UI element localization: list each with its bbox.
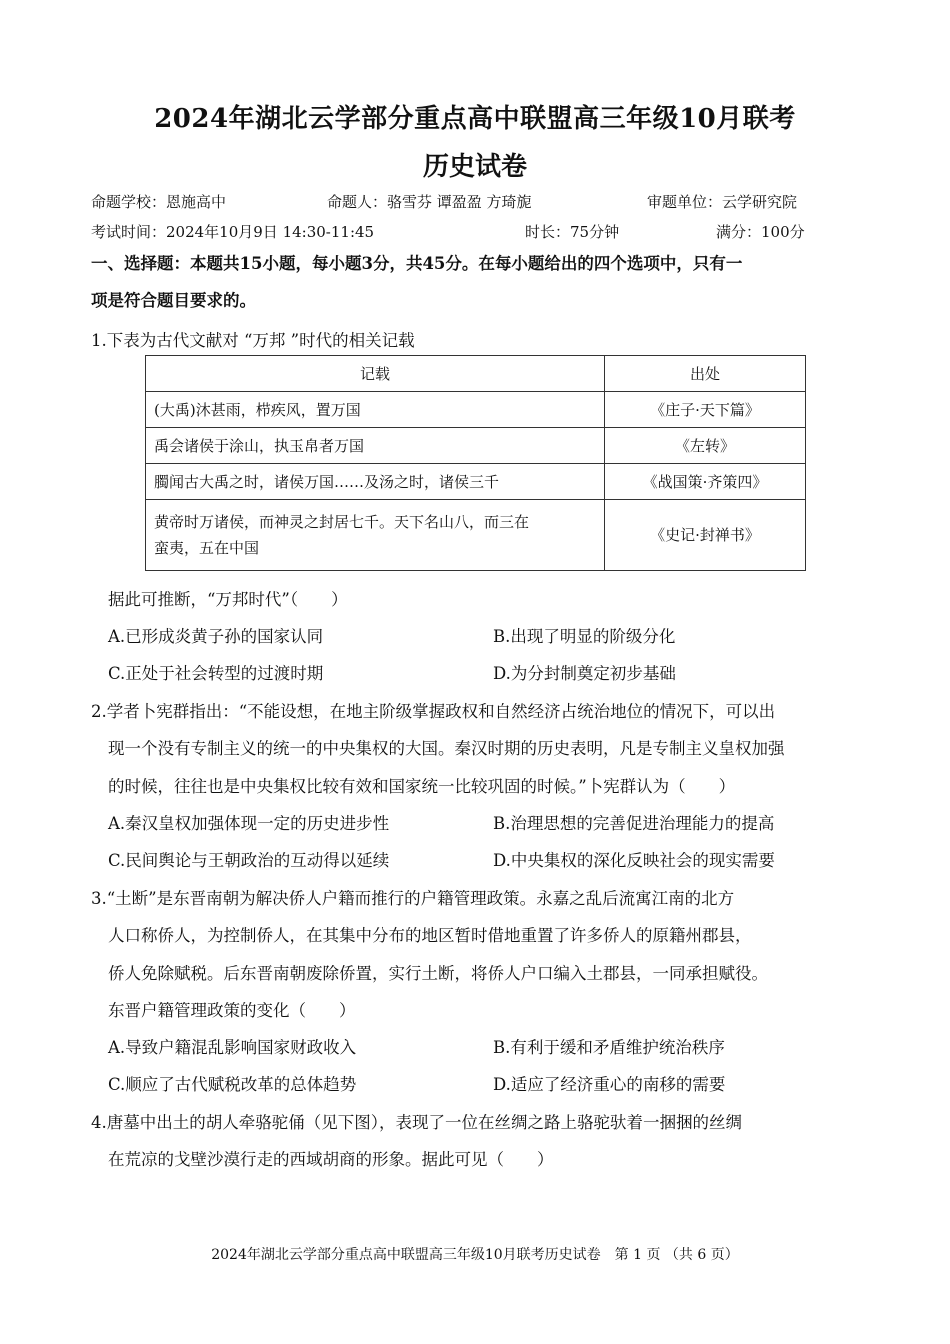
q3-line-1: 3.“土断”是东晋南朝为解决侨人户籍而推行的户籍管理政策。永嘉之乱后流寓江南的北方 (91, 889, 735, 908)
table-cell-source: 《战国策·齐策四》 (605, 464, 806, 500)
q2-option-c[interactable]: C.民间舆论与王朝政治的互动得以延续 (108, 851, 390, 870)
section-heading-line-2: 项是符合题目要求的。 (91, 291, 256, 310)
q3-line-4: 东晋户籍管理政策的变化（ ） (108, 1001, 356, 1020)
q3-option-d[interactable]: D.适应了经济重心的南移的需要 (493, 1075, 726, 1094)
q2-option-b[interactable]: B.治理思想的完善促进治理能力的提高 (493, 814, 775, 833)
q3-line-3: 侨人免除赋税。后东晋南朝废除侨置，实行土断，将侨人户口编入土郡县，一同承担赋役。 (108, 964, 768, 983)
q1-records-table (145, 355, 806, 571)
q1-option-a[interactable]: A.已形成炎黄子孙的国家认同 (108, 627, 324, 646)
exam-title: 2024年湖北云学部分重点高中联盟高三年级10月联考 (154, 104, 796, 134)
meta-reviewer: 审题单位：云学研究院 (647, 193, 798, 211)
q2-line-2: 现一个没有专制主义的统一的中央集权的大国。秦汉时期的历史表明，凡是专制主义皇权加强 (108, 739, 785, 758)
meta-duration: 时长：75分钟 (525, 223, 620, 241)
table-cell-record: 臅闻古大禹之时，诸侯万国……及汤之时，诸侯三千 (146, 464, 605, 500)
q1-option-c[interactable]: C.正处于社会转型的过渡时期 (108, 664, 324, 683)
q1-option-b[interactable]: B.出现了明显的阶级分化 (493, 627, 676, 646)
table-cell-record-line-2: 蛮夷，五在中国 (154, 539, 260, 557)
table-row (146, 500, 806, 571)
table-cell-record-line-1: 黄帝时万诸侯，而神灵之封居七千。天下名山八，而三在 (154, 513, 530, 531)
table-cell-record: 禹会诸侯于涂山，执玉帛者万国 (146, 428, 605, 464)
q2-option-d[interactable]: D.中央集权的深化反映社会的现实需要 (493, 851, 775, 870)
q1-option-d[interactable]: D.为分封制奠定初步基础 (493, 664, 676, 683)
table-cell-source: 《庄子·天下篇》 (605, 392, 806, 428)
meta-exam-time: 考试时间：2024年10月9日 14:30-11:45 (91, 223, 375, 241)
exam-subject-title: 历史试卷 (422, 152, 527, 182)
meta-school: 命题学校：恩施高中 (91, 193, 227, 211)
page-footer: 2024年湖北云学部分重点高中联盟高三年级10月联考历史试卷 第 1 页 （共 6 页） (211, 1247, 739, 1263)
q4-line-1: 4.唐墓中出土的胡人牵骆驼俑（见下图），表现了一位在丝绸之路上骆驼驮着一捆捆的丝绸 (91, 1113, 742, 1132)
table-header-source: 出处 (605, 356, 806, 392)
table-row (146, 392, 806, 428)
q2-line-3: 的时候，往往也是中央集权比较有效和国家统一比较巩固的时候。”卜宪群认为（ ） (108, 777, 736, 796)
q3-option-c[interactable]: C.顺应了古代赋税改革的总体趋势 (108, 1075, 357, 1094)
section-heading (91, 245, 871, 319)
q4-line-2: 在荒凉的戈壁沙漠行走的西域胡商的形象。据此可见（ ） (108, 1150, 554, 1169)
table-cell-record (146, 500, 605, 571)
q3-option-b[interactable]: B.有利于缓和矛盾维护统治秩序 (493, 1038, 725, 1057)
q2-line-1: 2.学者卜宪群指出：“不能设想，在地主阶级掌握政权和自然经济占统治地位的情况下，可以出 (91, 702, 776, 721)
q1-stem: 1.下表为古代文献对 “万邦 ”时代的相关记载 (91, 331, 415, 350)
table-row (146, 428, 806, 464)
q3-line-2: 人口称侨人，为控制侨人，在其集中分布的地区暂时借地重置了许多侨人的原籍州郡县， (108, 926, 752, 945)
table-cell-source: 《史记·封禅书》 (605, 500, 806, 571)
q1-question: 据此可推断，“万邦时代”（ ） (108, 590, 348, 609)
table-header-row (146, 356, 806, 392)
table-cell-source: 《左转》 (605, 428, 806, 464)
meta-full-score: 满分：100分 (716, 223, 805, 241)
meta-authors: 命题人：骆雪芬 谭盈盈 方琦旎 (327, 193, 532, 211)
table-row (146, 464, 806, 500)
section-heading-line-1: 一、选择题：本题共15小题，每小题3分，共45分。在每小题给出的四个选项中，只有一 (91, 254, 743, 273)
table-header-record: 记载 (146, 356, 605, 392)
q3-option-a[interactable]: A.导致户籍混乱影响国家财政收入 (108, 1038, 357, 1057)
q2-option-a[interactable]: A.秦汉皇权加强体现一定的历史进步性 (108, 814, 390, 833)
table-cell-record: (大禹)沐甚雨，栉疾风，置万国 (146, 392, 605, 428)
